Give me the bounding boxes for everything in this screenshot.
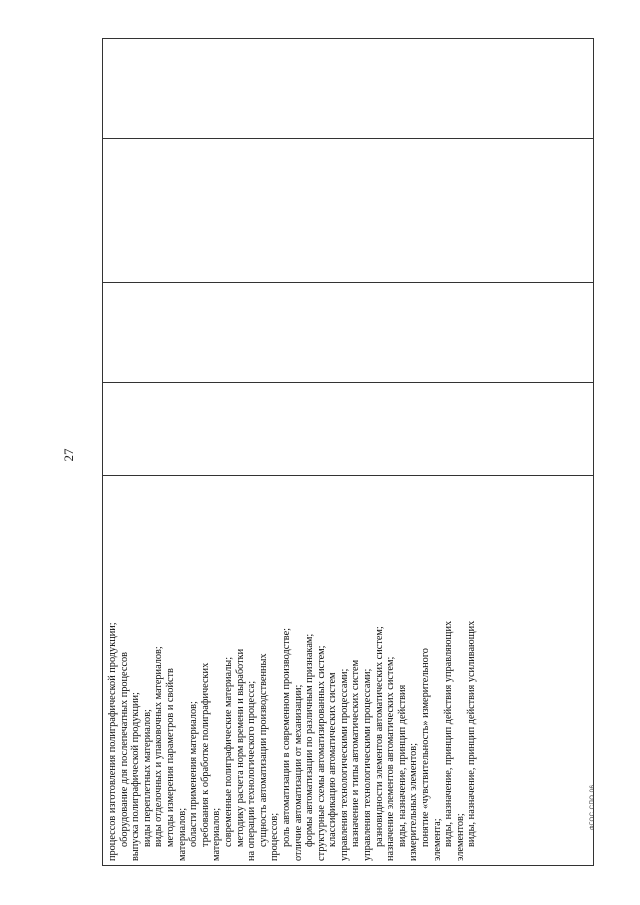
table-text-line: процессов; [269,812,281,861]
table-text-line: виды, назначение, принцип действия управляющих [443,620,455,847]
table-text-line: назначение элементов автоматических систем; [385,656,397,861]
table-text-line: современные полиграфические материалы; [222,656,234,847]
table-text-line: формы автоматизации по различным признакам; [304,633,316,847]
table-text-line: роль автоматизации в современном производстве; [280,627,292,847]
table-text-line: методы измерения параметров и свойств [164,668,176,847]
table-text-line: области применения материалов; [188,701,200,847]
table-text-line: материалов; [211,807,223,861]
table-text-line: структурные схемы автоматизированных систем; [315,645,327,861]
knowledge-column [103,475,593,865]
table-text-line: материалов; [176,807,188,861]
table-text-line: требования к обработке полиграфических [199,662,211,847]
table-column-2 [103,382,593,475]
table-text-line: назначение и типы автоматических систем [350,659,362,847]
table-text-line: оборудование для послепечатных процессов [118,651,130,847]
page-number: 27 [61,448,76,462]
table-text-line: управления технологическими процессами; [362,668,374,861]
table-text-line: измерительных элементов; [408,742,420,861]
table-column-5 [103,39,593,138]
table-text-line: разновидности элементов автоматических систем; [373,626,385,847]
table-text-line: виды переплетных материалов; [141,709,153,847]
table-text-line: методику расчета норм времени и выработки [234,648,246,847]
table-text-line: классификацию автоматических систем [327,672,339,847]
table-text-line: на операции технологического процесса; [246,680,258,861]
table-column-4 [103,138,593,283]
footer-mark: ФГОС СПО 06 [590,784,596,830]
table-column-3 [103,282,593,382]
table-text-line: сущность автоматизации производственных [257,653,269,847]
table-text-line: виды, назначение, принцип действия усиливающих [466,620,478,847]
competency-table [102,38,594,866]
table-text-line: элементов; [454,813,466,861]
table-text-line: процессов изготовления полиграфической продукции; [107,622,118,861]
table-text-line: виды, назначение, принцип действия [396,684,408,847]
table-text-line: понятие «чувствительность» измерительного [420,648,432,847]
table-text-line: отличие автоматизации от механизации; [292,684,304,861]
table-text-line: элемента; [431,818,443,861]
table-text-line: управления технологическими процессами; [338,668,350,861]
table-text-line: выпуска полиграфической продукции; [130,692,142,861]
table-text-line: виды отделочных и упаковочных материалов; [153,646,165,847]
